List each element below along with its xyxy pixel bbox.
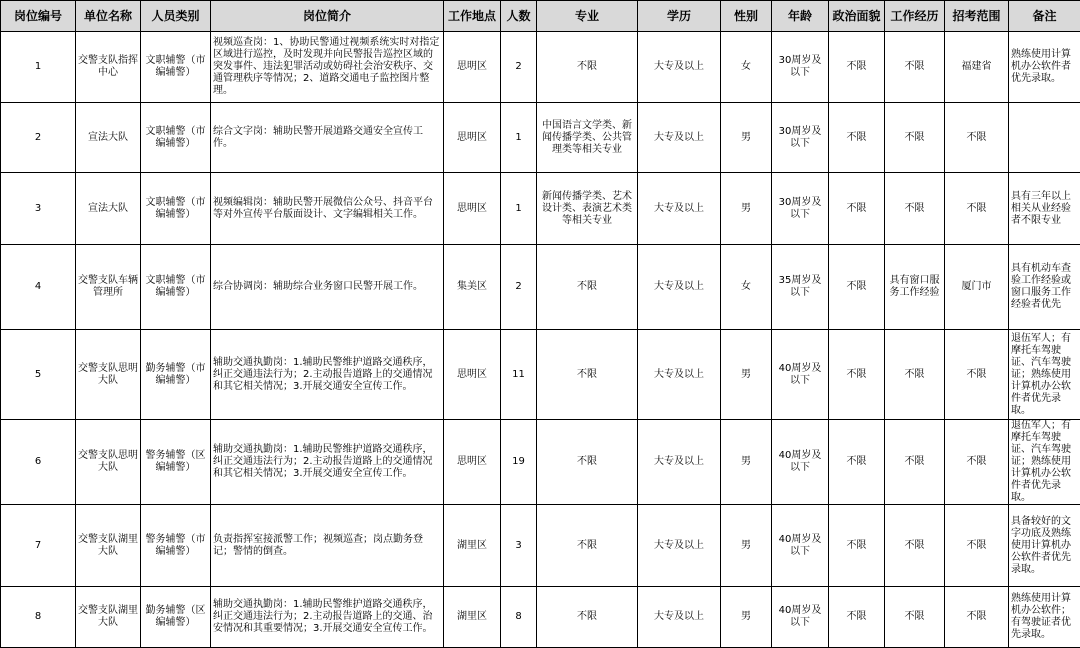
cell-gender: 男 xyxy=(721,420,772,505)
col-header: 政治面貌 xyxy=(829,1,885,32)
header-row xyxy=(1,1,1080,32)
cell-political: 不限 xyxy=(829,505,885,587)
cell-note: 具有机动车查验工作经验或窗口服务工作经验者优先 xyxy=(1009,245,1080,330)
cell-age: 30周岁及以下 xyxy=(772,32,829,103)
cell-political: 不限 xyxy=(829,173,885,245)
cell-scope: 不限 xyxy=(945,587,1009,648)
cell-scope: 不限 xyxy=(945,420,1009,505)
cell-intro: 综合协调岗：辅助综合业务窗口民警开展工作。 xyxy=(211,245,444,330)
col-header: 人员类别 xyxy=(141,1,211,32)
cell-category: 文职辅警（市编辅警） xyxy=(141,173,211,245)
cell-experience: 不限 xyxy=(885,505,945,587)
cell-count: 1 xyxy=(501,103,537,173)
cell-unit: 交警支队湖里大队 xyxy=(76,587,141,648)
cell-location: 湖里区 xyxy=(444,505,501,587)
cell-id: 5 xyxy=(1,330,76,420)
cell-experience: 不限 xyxy=(885,420,945,505)
cell-age: 40周岁及以下 xyxy=(772,505,829,587)
cell-political: 不限 xyxy=(829,587,885,648)
cell-id: 7 xyxy=(1,505,76,587)
cell-experience: 不限 xyxy=(885,173,945,245)
col-header: 人数 xyxy=(501,1,537,32)
col-header: 工作经历 xyxy=(885,1,945,32)
cell-major: 新闻传播学类、艺术设计类、表演艺术类等相关专业 xyxy=(537,173,638,245)
cell-unit: 交警支队湖里大队 xyxy=(76,505,141,587)
cell-id: 3 xyxy=(1,173,76,245)
cell-major: 不限 xyxy=(537,330,638,420)
cell-major: 不限 xyxy=(537,245,638,330)
cell-count: 19 xyxy=(501,420,537,505)
cell-intro: 视频巡查岗：1、协助民警通过视频系统实时对指定区域进行巡控，及时发现并向民警报告巡控区域的突发事件、违法犯罪活动或妨碍社会治安秩序、交通管理秩序等情况；2、道路交通电子监控图片整理。 xyxy=(211,32,444,103)
cell-note: 熟练使用计算机办公软件；有驾驶证者优先录取。 xyxy=(1009,587,1080,648)
cell-note: 具备较好的文字功底及熟练使用计算机办公软件者优先录取。 xyxy=(1009,505,1080,587)
col-header: 专业 xyxy=(537,1,638,32)
cell-unit: 交警支队车辆管理所 xyxy=(76,245,141,330)
cell-education: 大专及以上 xyxy=(638,245,721,330)
cell-id: 8 xyxy=(1,587,76,648)
cell-unit: 宣法大队 xyxy=(76,103,141,173)
cell-experience: 不限 xyxy=(885,103,945,173)
cell-scope: 不限 xyxy=(945,103,1009,173)
cell-scope: 福建省 xyxy=(945,32,1009,103)
cell-unit: 交警支队思明大队 xyxy=(76,420,141,505)
cell-count: 8 xyxy=(501,587,537,648)
cell-experience: 不限 xyxy=(885,587,945,648)
cell-age: 30周岁及以下 xyxy=(772,173,829,245)
cell-gender: 女 xyxy=(721,245,772,330)
cell-political: 不限 xyxy=(829,420,885,505)
cell-unit: 交警支队指挥中心 xyxy=(76,32,141,103)
cell-location: 思明区 xyxy=(444,330,501,420)
cell-note: 退伍军人；有摩托车驾驶证、汽车驾驶证；熟练使用计算机办公软件者优先录取。 xyxy=(1009,330,1080,420)
cell-location: 思明区 xyxy=(444,420,501,505)
cell-intro: 辅助交通执勤岗：1.辅助民警维护道路交通秩序，纠正交通违法行为；2.主动报告道路上的交通、治安情况和其重要情况；3.开展交通安全宣传工作。 xyxy=(211,587,444,648)
cell-age: 40周岁及以下 xyxy=(772,420,829,505)
table-body xyxy=(1,32,1080,648)
cell-note xyxy=(1009,103,1080,173)
table-row xyxy=(1,245,1080,330)
cell-experience: 不限 xyxy=(885,330,945,420)
cell-id: 4 xyxy=(1,245,76,330)
table-row xyxy=(1,420,1080,505)
cell-category: 文职辅警（市编辅警） xyxy=(141,32,211,103)
cell-gender: 男 xyxy=(721,330,772,420)
col-header: 工作地点 xyxy=(444,1,501,32)
cell-major: 不限 xyxy=(537,505,638,587)
cell-education: 大专及以上 xyxy=(638,173,721,245)
cell-age: 30周岁及以下 xyxy=(772,103,829,173)
cell-experience: 具有窗口服务工作经验 xyxy=(885,245,945,330)
table-row xyxy=(1,32,1080,103)
cell-note: 具有三年以上相关从业经验者不限专业 xyxy=(1009,173,1080,245)
cell-unit: 交警支队思明大队 xyxy=(76,330,141,420)
cell-intro: 辅助交通执勤岗：1.辅助民警维护道路交通秩序，纠正交通违法行为；2.主动报告道路上的交通情况和其它相关情况；3.开展交通安全宣传工作。 xyxy=(211,420,444,505)
cell-id: 6 xyxy=(1,420,76,505)
cell-scope: 不限 xyxy=(945,505,1009,587)
cell-education: 大专及以上 xyxy=(638,330,721,420)
cell-gender: 男 xyxy=(721,587,772,648)
cell-id: 2 xyxy=(1,103,76,173)
table-row xyxy=(1,330,1080,420)
cell-gender: 男 xyxy=(721,505,772,587)
cell-intro: 负责指挥室接派警工作；视频巡查；岗点勤务登记；警情的倒查。 xyxy=(211,505,444,587)
cell-major: 不限 xyxy=(537,420,638,505)
col-header: 招考范围 xyxy=(945,1,1009,32)
cell-gender: 男 xyxy=(721,173,772,245)
cell-major: 中国语言文学类、新闻传播学类、公共管理类等相关专业 xyxy=(537,103,638,173)
cell-note: 退伍军人；有摩托车驾驶证、汽车驾驶证；熟练使用计算机办公软件者优先录取。 xyxy=(1009,420,1080,505)
table-row xyxy=(1,587,1080,648)
cell-category: 警务辅警（市编辅警） xyxy=(141,505,211,587)
cell-location: 思明区 xyxy=(444,173,501,245)
cell-education: 大专及以上 xyxy=(638,103,721,173)
cell-experience: 不限 xyxy=(885,32,945,103)
cell-intro: 视频编辑岗：辅助民警开展微信公众号、抖音平台等对外宣传平台版面设计、文字编辑相关工作。 xyxy=(211,173,444,245)
cell-gender: 女 xyxy=(721,32,772,103)
col-header: 岗位编号 xyxy=(1,1,76,32)
cell-category: 勤务辅警（市编辅警） xyxy=(141,330,211,420)
col-header: 岗位简介 xyxy=(211,1,444,32)
cell-scope: 不限 xyxy=(945,330,1009,420)
col-header: 年龄 xyxy=(772,1,829,32)
cell-education: 大专及以上 xyxy=(638,587,721,648)
cell-location: 集美区 xyxy=(444,245,501,330)
cell-location: 湖里区 xyxy=(444,587,501,648)
cell-count: 1 xyxy=(501,173,537,245)
cell-category: 警务辅警（区编辅警） xyxy=(141,420,211,505)
cell-location: 思明区 xyxy=(444,103,501,173)
cell-education: 大专及以上 xyxy=(638,420,721,505)
table-row xyxy=(1,505,1080,587)
cell-category: 文职辅警（市编辅警） xyxy=(141,245,211,330)
cell-political: 不限 xyxy=(829,330,885,420)
cell-education: 大专及以上 xyxy=(638,32,721,103)
cell-age: 40周岁及以下 xyxy=(772,587,829,648)
cell-count: 3 xyxy=(501,505,537,587)
cell-category: 勤务辅警（区编辅警） xyxy=(141,587,211,648)
col-header: 单位名称 xyxy=(76,1,141,32)
col-header: 备注 xyxy=(1009,1,1080,32)
col-header: 性别 xyxy=(721,1,772,32)
cell-category: 文职辅警（市编辅警） xyxy=(141,103,211,173)
cell-count: 11 xyxy=(501,330,537,420)
cell-political: 不限 xyxy=(829,245,885,330)
table-row xyxy=(1,173,1080,245)
cell-age: 40周岁及以下 xyxy=(772,330,829,420)
cell-intro: 综合文字岗：辅助民警开展道路交通安全宣传工作。 xyxy=(211,103,444,173)
cell-scope: 厦门市 xyxy=(945,245,1009,330)
cell-intro: 辅助交通执勤岗：1.辅助民警维护道路交通秩序，纠正交通违法行为；2.主动报告道路上的交通情况和其它相关情况；3.开展交通安全宣传工作。 xyxy=(211,330,444,420)
cell-unit: 宣法大队 xyxy=(76,173,141,245)
cell-political: 不限 xyxy=(829,103,885,173)
cell-age: 35周岁及以下 xyxy=(772,245,829,330)
cell-gender: 男 xyxy=(721,103,772,173)
cell-id: 1 xyxy=(1,32,76,103)
cell-education: 大专及以上 xyxy=(638,505,721,587)
cell-scope: 不限 xyxy=(945,173,1009,245)
col-header: 学历 xyxy=(638,1,721,32)
cell-count: 2 xyxy=(501,245,537,330)
cell-major: 不限 xyxy=(537,32,638,103)
cell-political: 不限 xyxy=(829,32,885,103)
cell-location: 思明区 xyxy=(444,32,501,103)
cell-major: 不限 xyxy=(537,587,638,648)
table-row xyxy=(1,103,1080,173)
cell-count: 2 xyxy=(501,32,537,103)
cell-note: 熟练使用计算机办公软件者优先录取。 xyxy=(1009,32,1080,103)
